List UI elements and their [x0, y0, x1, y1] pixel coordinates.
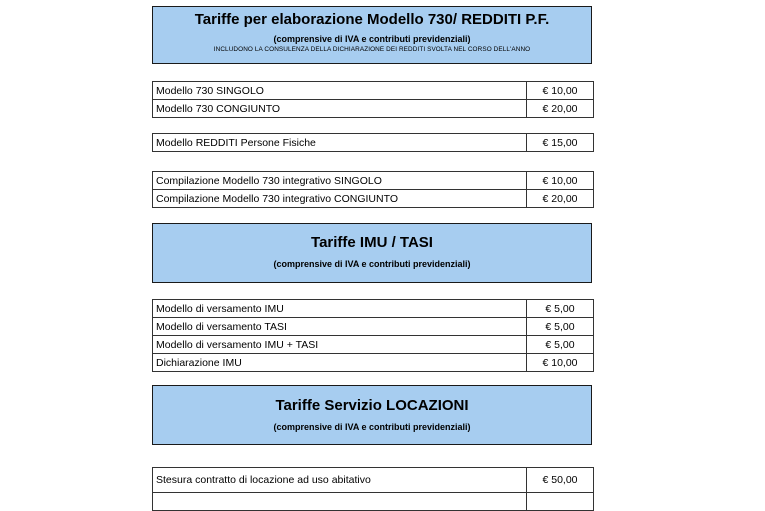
table-row: [153, 82, 594, 100]
row-label: [153, 493, 527, 511]
title-730: Tariffe per elaborazione Modello 730/ REDDITI P.F.: [194, 11, 550, 28]
row-price: € 50,00: [527, 468, 594, 493]
row-label: Modello 730 CONGIUNTO: [153, 100, 527, 118]
row-label: Modello REDDITI Persone Fisiche: [153, 134, 527, 152]
row-label: Stesura contratto di locazione ad uso abitativo: [153, 468, 527, 493]
row-price: € 10,00: [527, 172, 594, 190]
row-price: € 20,00: [527, 190, 594, 208]
subtitle-730: (comprensive di IVA e contributi previdenziali): [273, 34, 471, 44]
title-imu: Tariffe IMU / TASI: [311, 234, 433, 251]
row-label: Modello 730 SINGOLO: [153, 82, 527, 100]
table-row: [153, 468, 594, 493]
row-label: Compilazione Modello 730 integrativo CONGIUNTO: [153, 190, 527, 208]
row-price: € 5,00: [527, 336, 594, 354]
table-row: [153, 336, 594, 354]
subtitle-locazioni: (comprensive di IVA e contributi previdenziali): [273, 422, 471, 432]
table-row: [153, 318, 594, 336]
table-row: [153, 134, 594, 152]
note-730: INCLUDONO LA CONSULENZA DELLA DICHIARAZIONE DEI REDDITI SVOLTA NEL CORSO DELL'ANNO: [213, 46, 531, 53]
row-price: € 10,00: [527, 354, 594, 372]
table-imu: [152, 299, 594, 372]
title-locazioni: Tariffe Servizio LOCAZIONI: [275, 397, 469, 414]
header-730: [152, 6, 592, 64]
table-row: [153, 190, 594, 208]
header-locazioni: [152, 385, 592, 445]
table-730-group1: [152, 81, 594, 118]
row-label: Modello di versamento IMU: [153, 300, 527, 318]
table-row: [153, 300, 594, 318]
row-label: Compilazione Modello 730 integrativo SINGOLO: [153, 172, 527, 190]
table-row: [153, 493, 594, 511]
table-row: [153, 100, 594, 118]
row-price: € 15,00: [527, 134, 594, 152]
row-label: Dichiarazione IMU: [153, 354, 527, 372]
table-row: [153, 172, 594, 190]
table-730-group3: [152, 171, 594, 208]
table-locazioni: [152, 467, 594, 511]
table-730-group2: [152, 133, 594, 152]
row-price: € 10,00: [527, 82, 594, 100]
row-price: [527, 493, 594, 511]
row-price: € 5,00: [527, 318, 594, 336]
row-label: Modello di versamento IMU + TASI: [153, 336, 527, 354]
subtitle-imu: (comprensive di IVA e contributi previdenziali): [273, 259, 471, 269]
header-imu: [152, 223, 592, 283]
row-price: € 5,00: [527, 300, 594, 318]
table-row: [153, 354, 594, 372]
row-label: Modello di versamento TASI: [153, 318, 527, 336]
row-price: € 20,00: [527, 100, 594, 118]
